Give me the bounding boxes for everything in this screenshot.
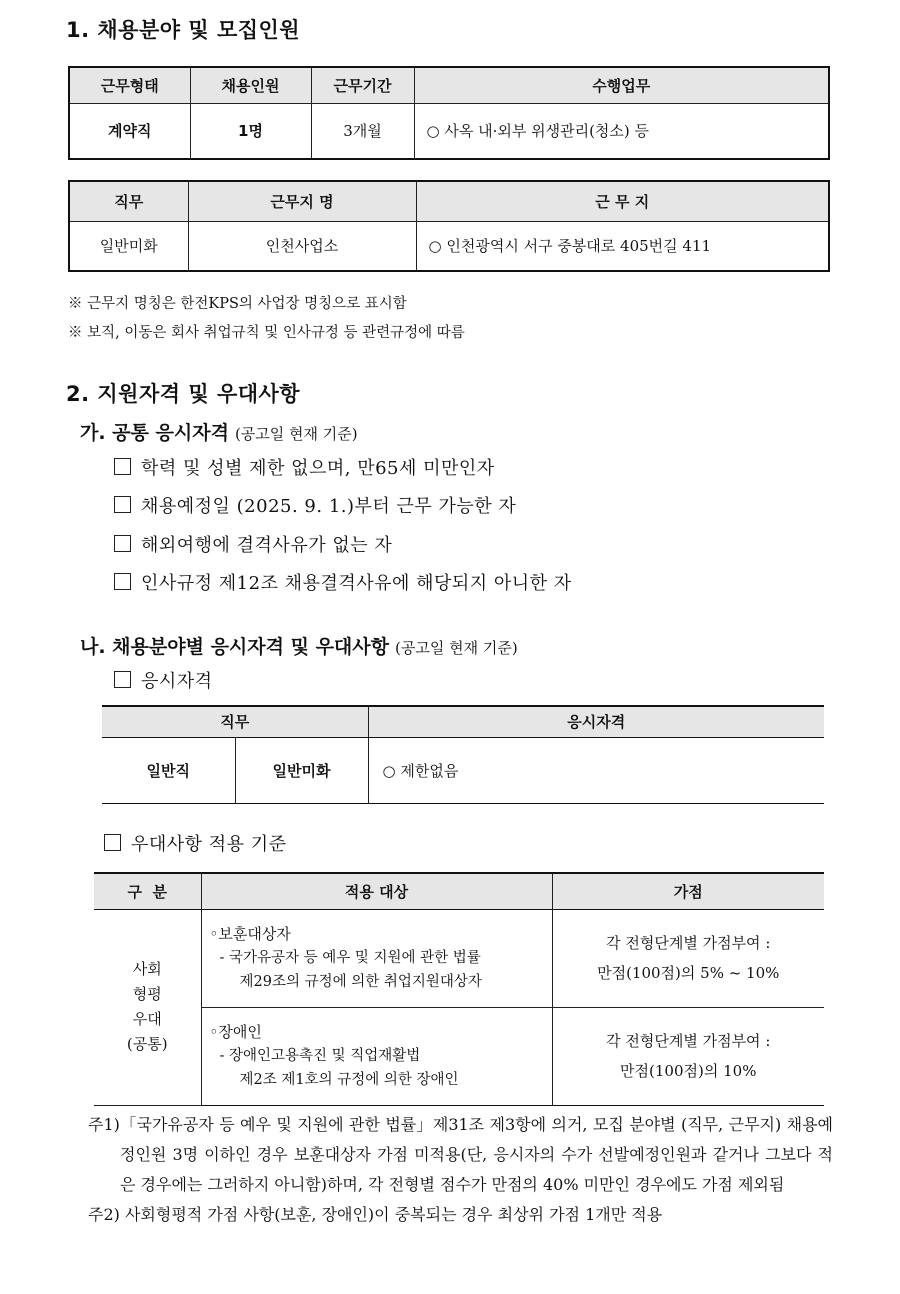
header-site-name: 근무지 명 [188,181,416,221]
header-period: 근무기간 [311,67,414,103]
ga-item-2-text: 채용예정일 (2025. 9. 1.)부터 근무 가능한 자 [141,496,517,517]
ga-title [80,418,358,445]
checkbox-icon [114,573,131,590]
disabled-bonus-line2: 만점(100점)의 10% [620,1062,757,1080]
footnotes [88,1110,833,1230]
footnote-1: 주1)「국가유공자 등 예우 및 지원에 관한 법률」제31조 제3항에 의거, 모집 분야별 (직무, 근무지) 채용예정인원 3명 이하인 경우 보훈대상자 가점 미적용(단, 응시자의 수가 선발예정인원과 같거나 그보다 적은 경우에는 그러하지 아니함)하며, 각 전형별 점수가 만점의 40% 미만인 경우에도 가점 제외됨 [88,1115,833,1194]
category-line-2: 형평 [132,985,162,1003]
recruit-table [68,66,830,160]
header-job: 직무 [69,181,188,221]
header-type: 근무형태 [69,67,190,103]
disabled-line1: - 장애인고용촉진 및 직업재활법 [219,1048,421,1064]
ga-item-4 [114,569,572,595]
category-line-4: (공통) [126,1035,168,1053]
pref-header-bonus: 가점 [552,873,824,909]
na-title [80,632,518,659]
checkbox-icon [114,671,131,688]
ga-item-3 [114,531,392,557]
header-count: 채용인원 [190,67,311,103]
pref-target-disabled [201,1007,552,1105]
cell-job: 일반미화 [69,221,188,271]
ga-title-text: 가. 공통 응시자격 [80,422,229,444]
header-duty: 수행업무 [414,67,829,103]
cell-site-name: 인천사업소 [188,221,416,271]
ga-sub: (공고일 현재 기준) [234,425,358,443]
pref-table [94,872,824,1106]
qual-job1: 일반직 [102,737,235,803]
note-1: ※ 근무지 명칭은 한전KPS의 사업장 명칭으로 표시함 [68,296,407,312]
cell-duty: ○ 사옥 내·외부 위생관리(청소) 등 [414,103,829,159]
ga-item-1 [114,454,495,480]
cell-period: 3개월 [311,103,414,159]
qual-header-qual: 응시자격 [368,706,824,737]
pref-category [94,909,201,1105]
footnote-2: 주2) 사회형평적 가점 사항(보훈, 장애인)이 중복되는 경우 최상위 가점 1개만 적용 [88,1205,663,1224]
category-line-1: 사회 [132,960,162,978]
veteran-bonus-line2: 만점(100점)의 5% ~ 10% [597,964,780,982]
disabled-bonus-line1: 각 전형단계별 가점부여 : [606,1032,771,1050]
na-title-text: 나. 채용분야별 응시자격 및 우대사항 [80,636,389,658]
cell-address: ○ 인천광역시 서구 중봉대로 405번길 411 [416,221,829,271]
pref-label [104,830,287,856]
ga-item-2 [114,492,516,518]
checkbox-icon [114,458,131,475]
section1-title: 1. 채용분야 및 모집인원 [66,18,301,42]
qual-header-job: 직무 [102,706,368,737]
pref-bonus-veteran [552,909,824,1007]
category-line-3: 우대 [132,1010,162,1028]
cell-count: 1명 [190,103,311,159]
worksite-table [68,180,830,272]
veteran-line2: 제29조의 규정에 의한 취업지원대상자 [239,974,482,990]
note-2: ※ 보직, 이동은 회사 취업규칙 및 인사규정 등 관련규정에 따름 [68,325,465,341]
veteran-line1: - 국가유공자 등 예우 및 지원에 관한 법률 [219,950,481,966]
qual-value: ○ 제한없음 [382,761,459,780]
qual-table [102,705,824,804]
pref-target-veteran [201,909,552,1007]
header-address: 근 무 지 [416,181,829,221]
checkbox-icon [114,535,131,552]
ga-item-3-text: 해외여행에 결격사유가 없는 자 [141,535,393,556]
pref-header-category: 구 분 [94,873,201,909]
checkbox-icon [104,834,121,851]
qual-label-text: 응시자격 [141,671,213,692]
cell-type: 계약직 [69,103,190,159]
qual-label [114,667,213,693]
ga-item-1-text: 학력 및 성별 제한 없으며, 만65세 미만인자 [141,458,495,479]
section2-title: 2. 지원자격 및 우대사항 [66,382,301,406]
veteran-title: ◦보훈대상자 [209,925,291,943]
pref-header-target: 적용 대상 [201,873,552,909]
pref-bonus-disabled [552,1007,824,1105]
checkbox-icon [114,496,131,513]
ga-item-4-text: 인사규정 제12조 채용결격사유에 해당되지 아니한 자 [141,573,572,594]
pref-label-text: 우대사항 적용 기준 [131,834,287,855]
na-sub: (공고일 현재 기준) [395,639,518,657]
veteran-bonus-line1: 각 전형단계별 가점부여 : [606,934,771,952]
qual-job2: 일반미화 [235,737,368,803]
disabled-title: ◦장애인 [209,1023,262,1041]
disabled-line2: 제2조 제1호의 규정에 의한 장애인 [239,1072,459,1088]
